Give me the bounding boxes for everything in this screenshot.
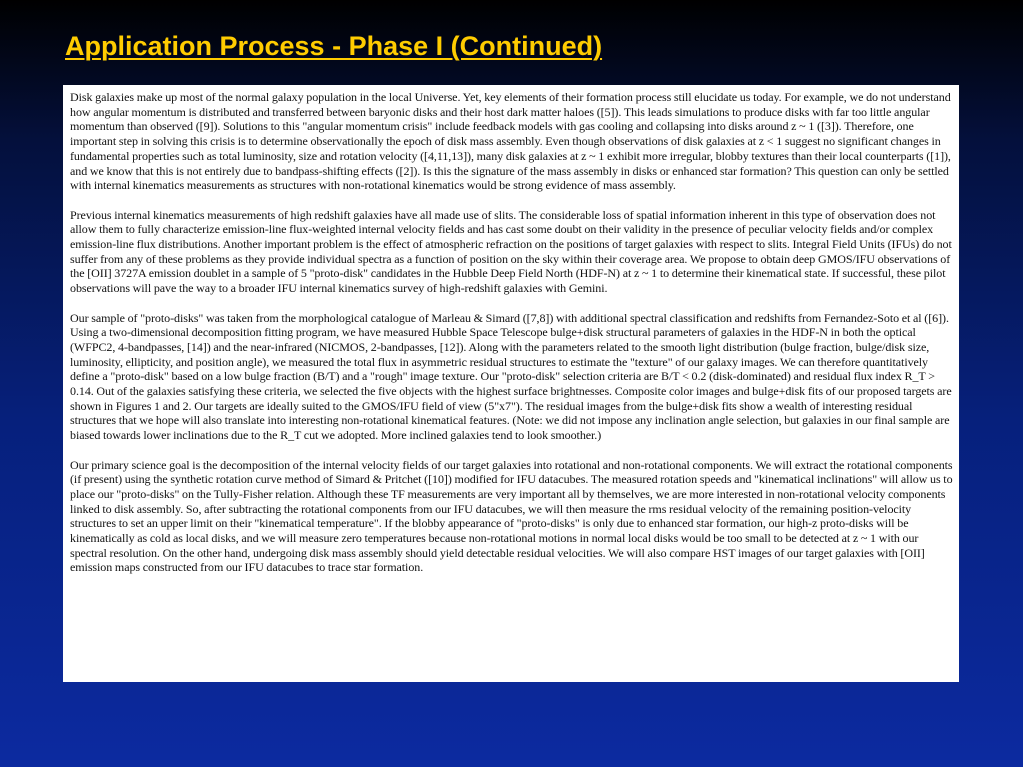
paragraph-proto-disk-sample: Our sample of "proto-disks" was taken from the morphological catalogue of Marleau & Simard ([7,8]) with additional spectral classification and redshifts from Fernandez-Soto et al ([6]). Using a two-dimensional decomposition fitting program, we have measured Hubble Space Telescope bulge+disk structural parameters of galaxies in the HDF-N in both the optical (WFPC2, 4-bandpasses, [14]) and the near-infrared (NICMOS, 2-bandpasses, [12]). Along with the parameters related to the smooth light distribution (bulge fraction, bulge/disk size, luminosity, ellipticity, and position angle), we measured the total flux in asymmetric residual structures to estimate the "texture" of our galaxy images. We can therefore quantitatively define a "proto-disk" based on a low bulge fraction (B/T) and a "rough" image texture. Our "proto-disk" selection criteria are B/T < 0.2 (disk-dominated) and residual flux index R_T > 0.14. Out of the galaxies satisfying these criteria, we selected the five objects with the highest surface brightnesses. Composite color images and bulge+disk fits of our proposed targets are shown in Figures 1 and 2. Our targets are ideally suited to the GMOS/IFU field of view (5"x7"). The residual images from the bulge+disk fits show a wealth of interesting residual structures that we hope will also translate into interesting non-rotational kinematical features. (Note: we did not impose any inclination angle selection, but galaxies in our final sample are biased towards lower inclinations due to the R_T cut we adopted. More inclined galaxies tend to look smoother.) — [70, 310, 952, 443]
paragraph-previous-kinematics: Previous internal kinematics measurements of high redshift galaxies have all made use of slits. The considerable loss of spatial information inherent in this type of observation does not allow them to fully characterize emission-line flux-weighted internal velocity fields and has cast some doubt on their validity in the presence of peculiar velocity fields and/or complex emission-line flux distributions. Another important problem is the effect of atmospheric refraction on the positions of target galaxies with respect to slits. Integral Field Units (IFUs) do not suffer from any of these problems as they provide individual spectra as a function of position on the sky within their coverage area. We propose to obtain deep GMOS/IFU observations of the [OII] 3727A emission doublet in a sample of 5 "proto-disk" candidates in the Hubble Deep Field North (HDF-N) at z ~ 1 to determine their kinematical state. If successful, these pilot observations will pave the way to a broader IFU internal kinematics survey of high-redshift galaxies with Gemini. — [70, 207, 952, 296]
paragraph-disk-galaxies: Disk galaxies make up most of the normal galaxy population in the local Universe. Yet, key elements of their formation process still elucidate us today. For example, we do not understand how angular momentum is distributed and transferred between baryonic disks and their host dark matter haloes ([5]). This leads simulations to produce disks with far too little angular momentum than observed ([9]). Solutions to this "angular momentum crisis" include feedback models with gas cooling and collapsing into disks around z ~ 1 ([3]). Therefore, one important step in solving this crisis is to determine observationally the epoch of disk mass assembly. Even though observations of disk galaxies at z < 1 suggest no significant changes in fundamental properties such as total luminosity, size and rotation velocity ([4,11,13]), many disk galaxies at z ~ 1 exhibit more irregular, blobby textures than their local counterparts ([1]), and we know that this is not entirely due to bandpass-shifting effects ([2]). Is this the signature of the mass assembly in disks or enhanced star formation? This question can only be settled with internal kinematics measurements as structures with non-rotational kinematics would be strong evidence of mass assembly. — [70, 90, 951, 193]
document-text-panel — [63, 85, 959, 682]
slide-title: Application Process - Phase I (Continued) — [65, 31, 603, 61]
paragraph-science-goal: Our primary science goal is the decomposition of the internal velocity fields of our target galaxies into rotational and non-rotational components. We will extract the rotational components (if present) using the synthetic rotation curve method of Simard & Pritchet ([10]) modified for IFU datacubes. The measured rotation speeds and "kinematical inclinations" will allow us to place our "proto-disks" on the Tully-Fisher relation. Although these TF measurements are very important all by themselves, we are more interested in non-rotational velocity components linked to disk assembly. So, after subtracting the rotational components from our IFU datacubes, we will then measure the rms residual velocity of the remaining position-velocity structures to set an upper limit on their "kinematical temperature". If the blobby appearance of "proto-disks" is only due to enhanced star formation, our high-z proto-disks will be kinematically as cold as local disks, and we will measure zero temperatures because non-rotational motions in normal local disks would be too small to be detected at z ~ 1 with our spectral resolution. On the other hand, undergoing disk mass assembly should yield detectable residual velocities. We will also compare HST images of our target galaxies with [OII] emission maps constructed from our IFU datacubes to trace star formation. — [70, 457, 953, 575]
